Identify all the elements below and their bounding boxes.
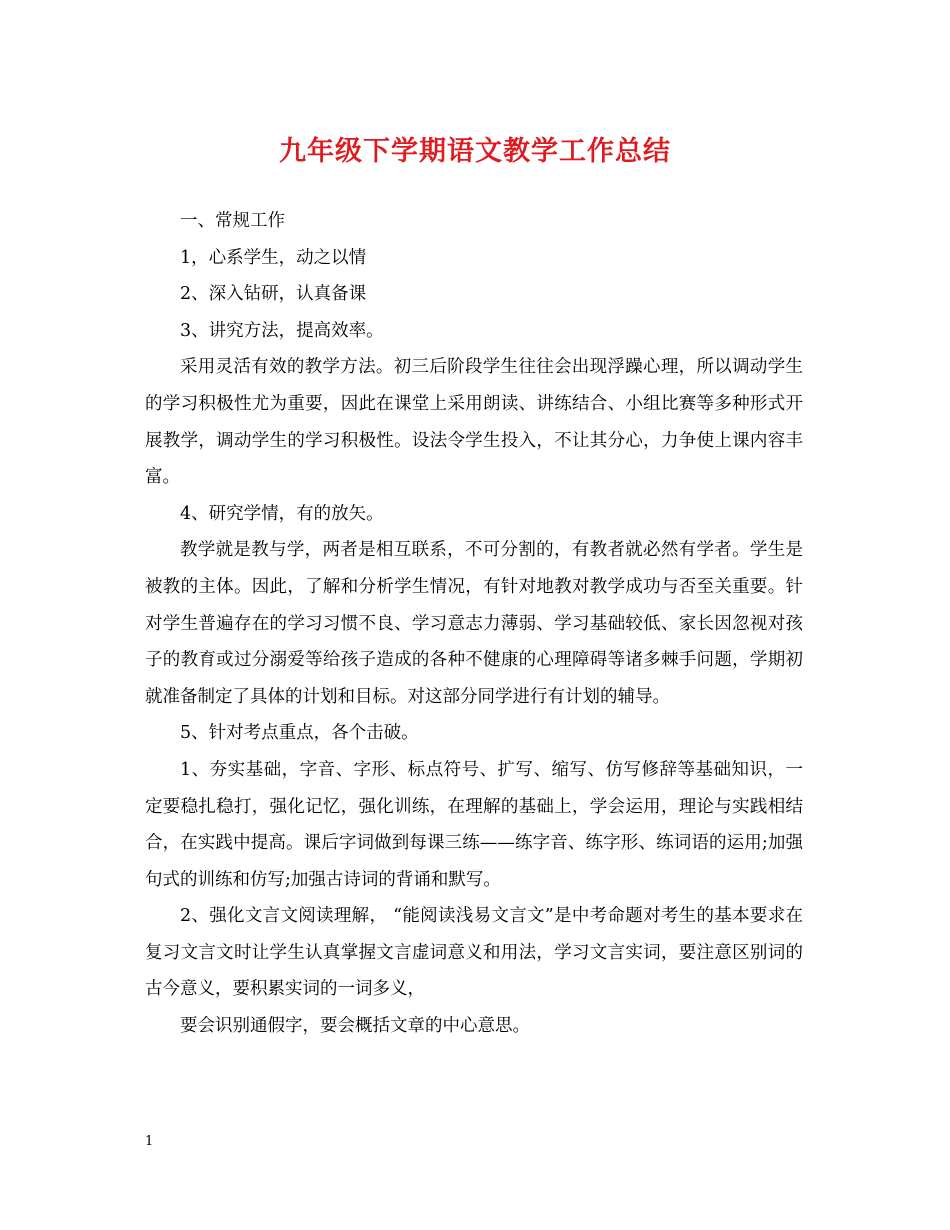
paragraph-classical-chinese: 2、强化文言文阅读理解， “能阅读浅易文言文”是中考命题对考生的基本要求在复习文言文时让学生认真掌握文言虚词意义和用法，学习文言实词，要注意区别词的古今意义，要积累实词的一词多义， (145, 906, 803, 1000)
page-number: 1 (145, 1134, 154, 1149)
paragraph-item-1: 1，心系学生，动之以情 (180, 247, 367, 268)
paragraph-tongjiazi: 要会识别通假字，要会概括文章的中心意思。 (180, 1016, 530, 1037)
paragraph-basics: 1、夯实基础，字音、字形、标点符号、扩写、缩写、仿写修辞等基础知识，一定要稳扎稳打，强化记忆，强化训练，在理解的基础上，学会运用，理论与实践相结合，在实践中提高。课后字词做到每课三练——练字音、练字形、练词语的运用;加强句式的训练和仿写;加强古诗词的背诵和默写。 (145, 759, 803, 890)
document-title: 九年级下学期语文教学工作总结 (279, 136, 671, 167)
paragraph-item-3: 3、讲究方法，提高效率。 (180, 320, 384, 341)
paragraph-item-4: 4、研究学情，有的放矢。 (180, 503, 384, 524)
paragraph-item-5: 5、针对考点重点，各个击破。 (180, 723, 419, 744)
paragraph-methods: 采用灵活有效的教学方法。初三后阶段学生往往会出现浮躁心理，所以调动学生的学习积极性尤为重要，因此在课堂上采用朗读、讲练结合、小组比赛等多种形式开展教学，调动学生的学习积极性。设法令学生投入，不让其分心，力争使上课内容丰富。 (145, 357, 803, 488)
paragraph-item-2: 2、深入钻研，认真备课 (180, 284, 367, 305)
paragraph-students: 教学就是教与学，两者是相互联系，不可分割的，有教者就必然有学者。学生是被教的主体。因此，了解和分析学生情况，有针对地教对教学成功与否至关重要。针对学生普遍存在的学习习惯不良、学习意志力薄弱、学习基础较低、家长因忽视对孩子的教育或过分溺爱等给孩子造成的各种不健康的心理障碍等诸多棘手问题，学期初就准备制定了具体的计划和目标。对这部分同学进行有计划的辅导。 (145, 540, 803, 707)
document-body (145, 203, 803, 1045)
paragraph-section-heading: 一、常规工作 (180, 211, 285, 231)
